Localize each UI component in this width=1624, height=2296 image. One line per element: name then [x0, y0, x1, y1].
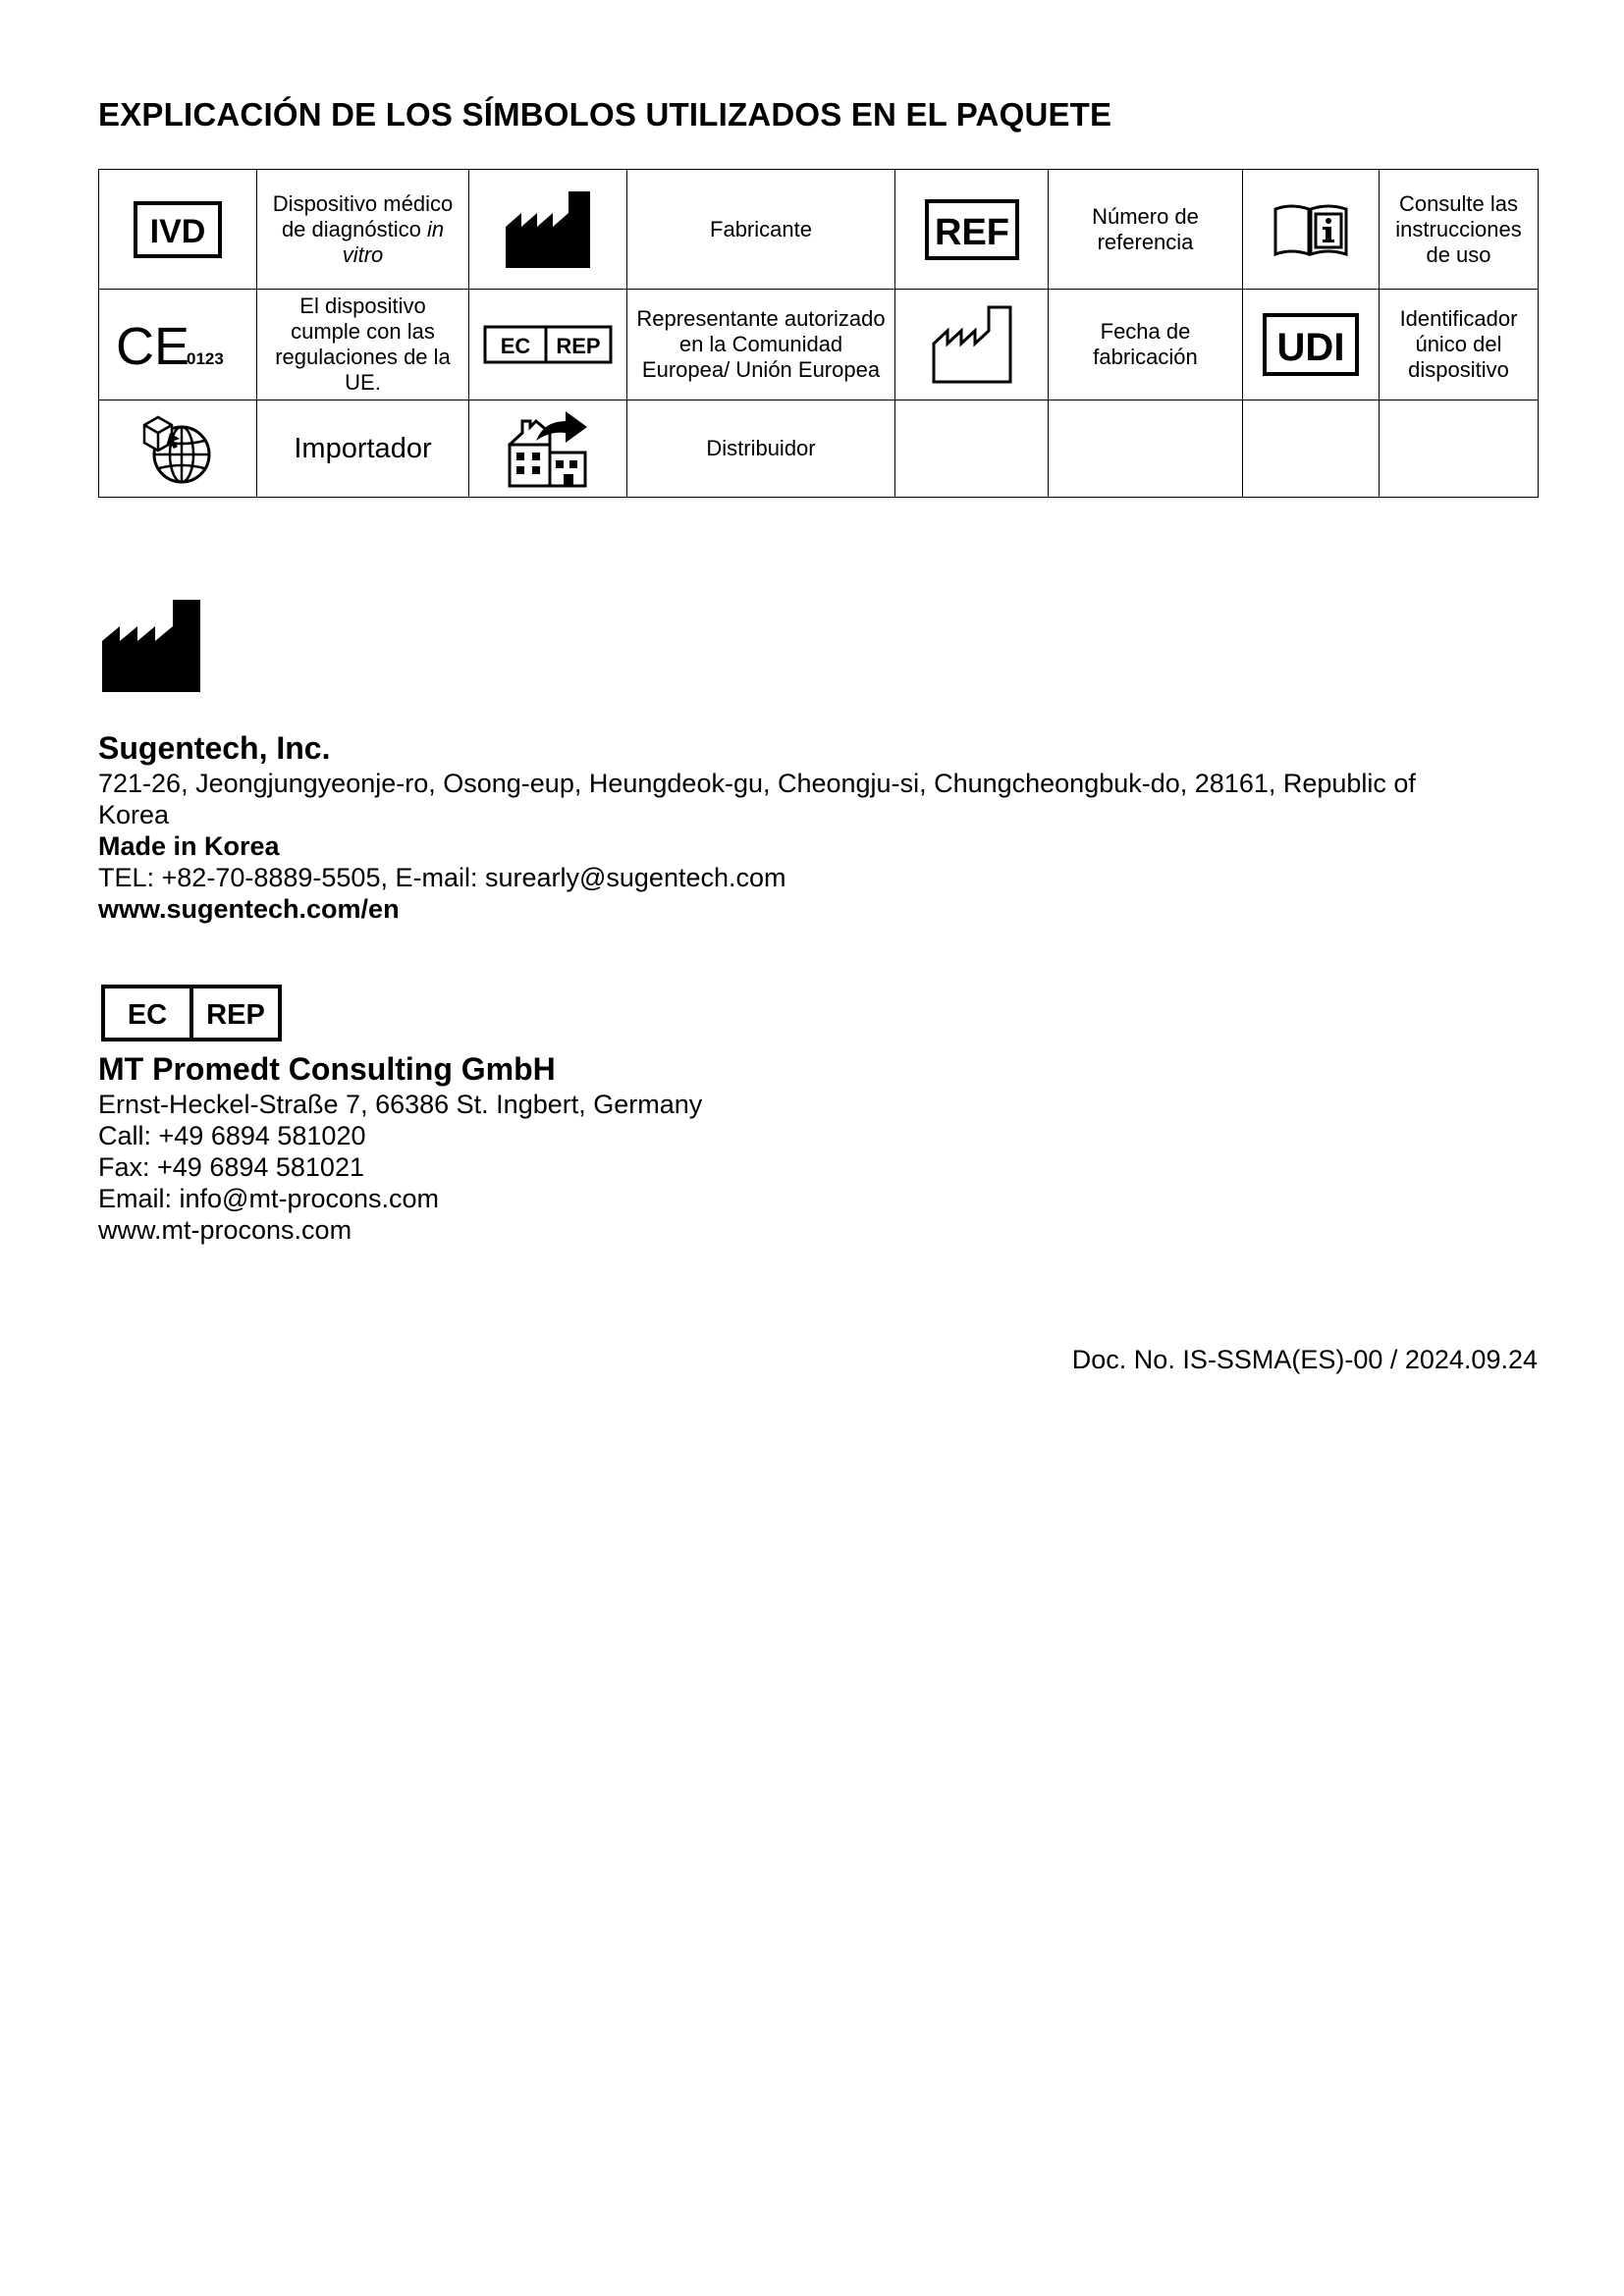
manufacturer-address: 721-26, Jeongjungyeonje-ro, Osong-eup, Heungdeok-gu, Cheongju-si, Chungcheongbuk-do, 28161, Republic of Korea — [98, 769, 1416, 829]
table-row — [99, 170, 1539, 290]
made-in: Made in Korea — [98, 831, 280, 861]
document-number: Doc. No. IS-SSMA(ES)-00 / 2024.09.24 — [1071, 1345, 1538, 1374]
ec-rep-website: www.mt-procons.com — [98, 1215, 352, 1245]
ec-rep-fax: Fax: +49 6894 581021 — [98, 1152, 364, 1182]
svg-text:EC: EC — [127, 999, 168, 1031]
ref-icon-cell — [895, 170, 1049, 290]
distributor-icon-cell — [469, 400, 627, 498]
ec-rep-name: MT Promedt Consulting GmbH — [98, 1051, 556, 1087]
symbol-label: Representante autorizado en la Comunidad Europea/ Unión Europea — [627, 290, 895, 400]
empty-cell — [895, 400, 1049, 498]
svg-text:EC: EC — [500, 334, 531, 358]
importer-icon-cell — [99, 400, 257, 498]
manufacturer-icon — [102, 600, 200, 692]
svg-text:IVD: IVD — [149, 212, 206, 250]
table-row — [99, 290, 1539, 400]
svg-text:REP: REP — [556, 334, 601, 358]
svg-text:UDI: UDI — [1276, 326, 1345, 369]
ec-rep-call: Call: +49 6894 581020 — [98, 1121, 366, 1150]
table-row — [99, 400, 1539, 498]
manufacturer-block — [98, 728, 1492, 925]
symbol-label: Dispositivo médico de diagnóstico in vitro — [257, 170, 469, 290]
udi-icon — [1263, 313, 1359, 376]
instructions-icon — [1272, 201, 1350, 258]
ec-rep-email: Email: info@mt-procons.com — [98, 1184, 440, 1213]
ce-mark-icon — [114, 315, 242, 374]
symbol-label: Distribuidor — [627, 400, 895, 498]
svg-text:REF: REF — [934, 211, 1009, 253]
empty-cell — [1243, 400, 1380, 498]
svg-text:CE: CE — [116, 317, 190, 374]
manufacturer-icon — [504, 189, 592, 270]
ivd-icon-cell — [99, 170, 257, 290]
svg-text:0123: 0123 — [187, 349, 224, 368]
date-of-manufacture-icon — [931, 304, 1013, 385]
empty-cell — [1049, 400, 1243, 498]
ce-mark-icon-cell — [99, 290, 257, 400]
symbol-label: Número de referencia — [1049, 170, 1243, 290]
distributor-icon — [507, 407, 589, 490]
date-of-manufacture-icon-cell — [895, 290, 1049, 400]
instructions-icon-cell — [1243, 170, 1380, 290]
symbol-label: Identificador único del dispositivo — [1380, 290, 1539, 400]
empty-cell — [1380, 400, 1539, 498]
udi-icon-cell — [1243, 290, 1380, 400]
ivd-icon — [134, 201, 222, 258]
symbol-label: Consulte las instrucciones de uso — [1380, 170, 1539, 290]
manufacturer-icon-cell — [469, 170, 627, 290]
symbol-label: El dispositivo cumple con las regulaciones de la UE. — [257, 290, 469, 400]
symbol-label: Fecha de fabricación — [1049, 290, 1243, 400]
ref-icon — [925, 199, 1019, 260]
symbols-table — [98, 169, 1539, 498]
ec-rep-address: Ernst-Heckel-Straße 7, 66386 St. Ingbert, Germany — [98, 1090, 703, 1119]
page-title: EXPLICACIÓN DE LOS SÍMBOLOS UTILIZADOS EN EL PAQUETE — [98, 96, 1112, 133]
ec-rep-icon-cell — [469, 290, 627, 400]
manufacturer-website: www.sugentech.com/en — [98, 894, 400, 924]
manufacturer-contact: TEL: +82-70-8889-5505, E-mail: surearly@sugentech.com — [98, 863, 786, 892]
ec-rep-icon — [101, 985, 282, 1041]
importer-icon — [140, 411, 215, 486]
ec-rep-block — [98, 1049, 702, 1246]
symbol-label: Importador — [257, 400, 469, 498]
ec-rep-icon — [483, 325, 613, 364]
svg-text:REP: REP — [206, 999, 265, 1031]
manufacturer-name: Sugentech, Inc. — [98, 730, 331, 766]
symbol-label: Fabricante — [627, 170, 895, 290]
